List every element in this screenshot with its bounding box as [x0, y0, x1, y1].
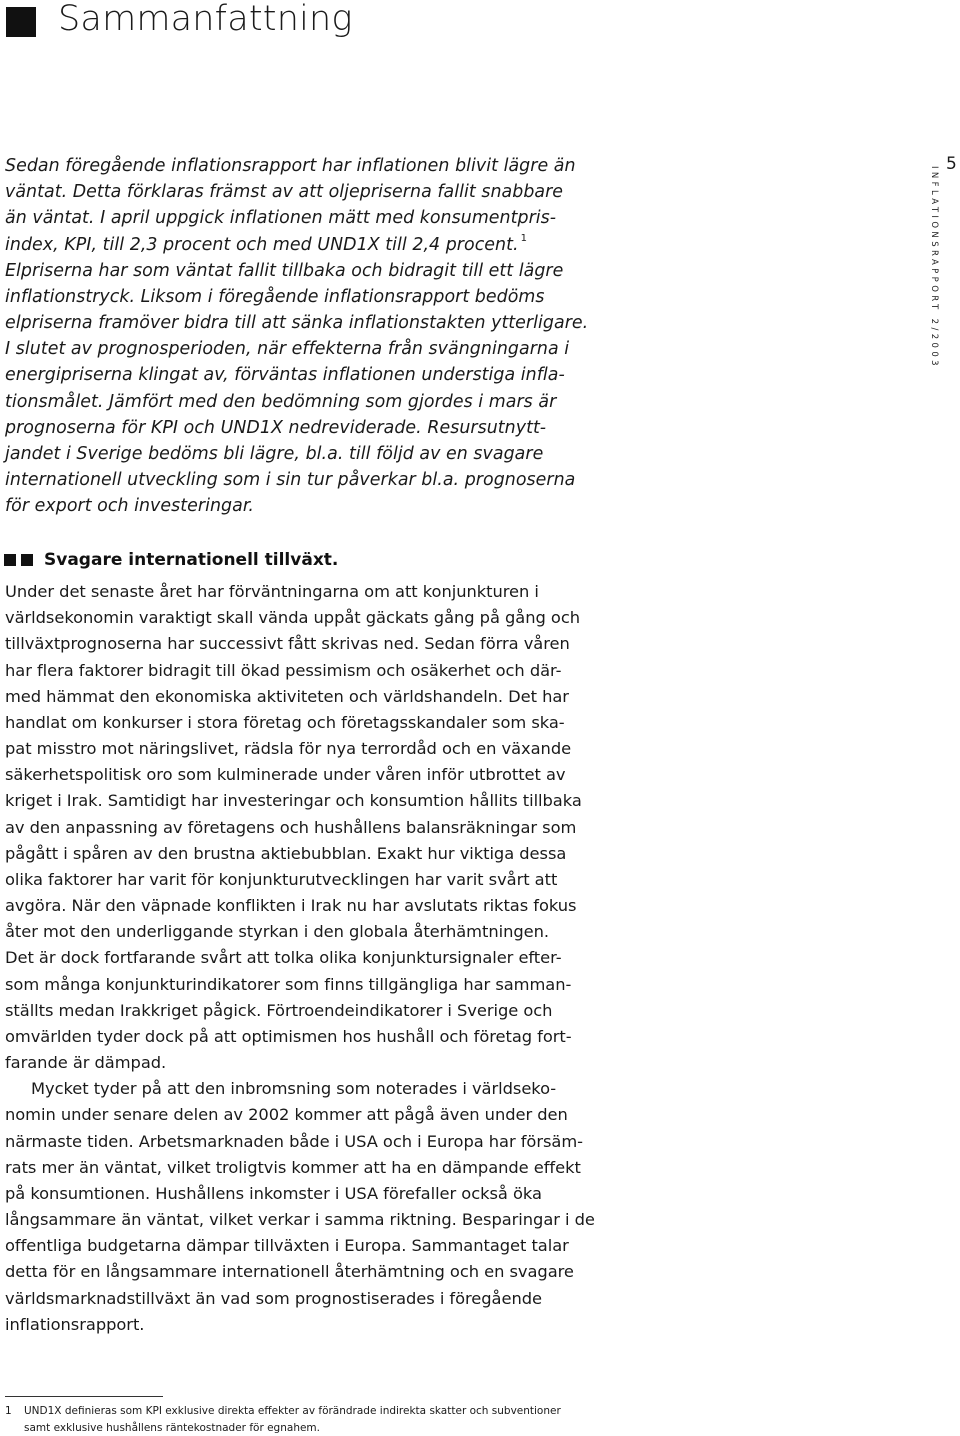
body-line: Mycket tyder på att den inbromsning som noterades i världseko-: [0, 1076, 595, 1102]
body-line: med hämmat den ekonomiska aktiviteten och världshandeln. Det har: [0, 684, 595, 710]
body-line: handlat om konkurser i stora företag och företagsskandaler som ska-: [0, 710, 595, 736]
body-line: inflationsrapport.: [0, 1312, 595, 1338]
body-line: rats mer än väntat, vilket troligtvis kommer att ha en dämpande effekt: [0, 1155, 595, 1181]
summary-line: väntat. Detta förklaras främst av att oljepriserna fallit snabbare: [0, 179, 588, 205]
body-line: ställts medan Irakkriget pågick. Förtroendeindikatorer i Sverige och: [0, 998, 595, 1024]
footnote-number: 1: [5, 1403, 12, 1420]
body-line: nomin under senare delen av 2002 kommer att pågå även under den: [0, 1102, 595, 1128]
body-line: världsekonomin varaktigt skall vända uppåt gäckats gång på gång och: [0, 605, 595, 631]
page-title: Sammanfattning: [58, 0, 353, 41]
footnote-rule: [5, 1396, 163, 1397]
body-line: världsmarknadstillväxt än vad som prognostiserades i föregående: [0, 1286, 595, 1312]
body-line: farande är dämpad.: [0, 1050, 595, 1076]
body-line: detta för en långsammare internationell återhämtning och en svagare: [0, 1259, 595, 1285]
body-line: kriget i Irak. Samtidigt har investeringar och konsumtion hållits tillbaka: [0, 788, 595, 814]
summary-line: tionsmålet. Jämfört med den bedömning som gjordes i mars är: [0, 389, 588, 415]
summary-line: Elpriserna har som väntat fallit tillbaka och bidragit till ett lägre: [0, 258, 588, 284]
body-line: närmaste tiden. Arbetsmarknaden både i USA och i Europa har försäm-: [0, 1129, 595, 1155]
footnote-line: UND1X definieras som KPI exklusive direkta effekter av förändrade indirekta skatter och subventioner: [24, 1403, 561, 1420]
summary-line: elpriserna framöver bidra till att sänka inflationstakten ytterligare.: [0, 310, 588, 336]
summary-line: än väntat. I april uppgick inflationen mätt med konsumentpris-: [0, 205, 588, 231]
summary-line: I slutet av prognosperioden, när effekterna från svängningarna i: [0, 336, 588, 362]
summary-paragraph: [0, 153, 588, 519]
footnote-text: [24, 1403, 561, 1436]
body-text: [0, 579, 595, 1338]
summary-line: Sedan föregående inflationsrapport har inflationen blivit lägre än: [0, 153, 588, 179]
body-line: olika faktorer har varit för konjunkturutvecklingen har varit svårt att: [0, 867, 595, 893]
heading-square-icon: [4, 554, 16, 566]
body-line: långsammare än väntat, vilket verkar i samma riktning. Besparingar i de: [0, 1207, 595, 1233]
body-line: Under det senaste året har förväntningarna om att konjunkturen i: [0, 579, 595, 605]
section-heading-label: Svagare internationell tillväxt.: [44, 550, 338, 570]
body-line: har flera faktorer bidragit till ökad pessimism och osäkerhet och där-: [0, 658, 595, 684]
summary-line: jandet i Sverige bedöms bli lägre, bl.a. till följd av en svagare: [0, 441, 588, 467]
summary-line-text: index, KPI, till 2,3 procent och med UND1X till 2,4 procent.: [5, 235, 519, 255]
body-line: tillväxtprognoserna har successivt fått skrivas ned. Sedan förra våren: [0, 631, 595, 657]
section-heading: [4, 547, 338, 573]
body-line: säkerhetspolitisk oro som kulminerade under våren inför utbrottet av: [0, 762, 595, 788]
body-line: åter mot den underliggande styrkan i den globala återhämtningen.: [0, 919, 595, 945]
body-line: på konsumtionen. Hushållens inkomster i USA förefaller också öka: [0, 1181, 595, 1207]
body-line: pågått i spåren av den brustna aktiebubblan. Exakt hur viktiga dessa: [0, 841, 595, 867]
footnote-line: samt exklusive hushållens räntekostnader för egnahem.: [24, 1420, 561, 1436]
body-line: omvärlden tyder dock på att optimismen hos hushåll och företag fort-: [0, 1024, 595, 1050]
summary-line: inflationstryck. Liksom i föregående inflationsrapport bedöms: [0, 284, 588, 310]
footnote-reference: 1: [521, 233, 527, 244]
body-line: av den anpassning av företagens och hushållens balansräkningar som: [0, 815, 595, 841]
body-line: Det är dock fortfarande svårt att tolka olika konjunktursignaler efter-: [0, 945, 595, 971]
summary-line: [0, 232, 588, 258]
summary-line: internationell utveckling som i sin tur påverkar bl.a. prognoserna: [0, 467, 588, 493]
summary-line: för export och investeringar.: [0, 493, 588, 519]
running-title: INFLATIONSRAPPORT 2/2003: [927, 166, 941, 346]
summary-line: prognoserna för KPI och UND1X nedreviderade. Resursutnytt-: [0, 415, 588, 441]
body-line: pat misstro mot näringslivet, rädsla för nya terrordåd och en växande: [0, 736, 595, 762]
body-line: avgöra. När den väpnade konflikten i Irak nu har avslutats riktas fokus: [0, 893, 595, 919]
heading-square-icon: [21, 554, 33, 566]
body-line: offentliga budgetarna dämpar tillväxten i Europa. Sammantaget talar: [0, 1233, 595, 1259]
summary-line: energipriserna klingat av, förväntas inflationen understiga infla-: [0, 362, 588, 388]
page-number: 5: [946, 154, 957, 174]
title-square: [6, 7, 36, 37]
body-line: som många konjunkturindikatorer som finns tillgängliga har samman-: [0, 972, 595, 998]
